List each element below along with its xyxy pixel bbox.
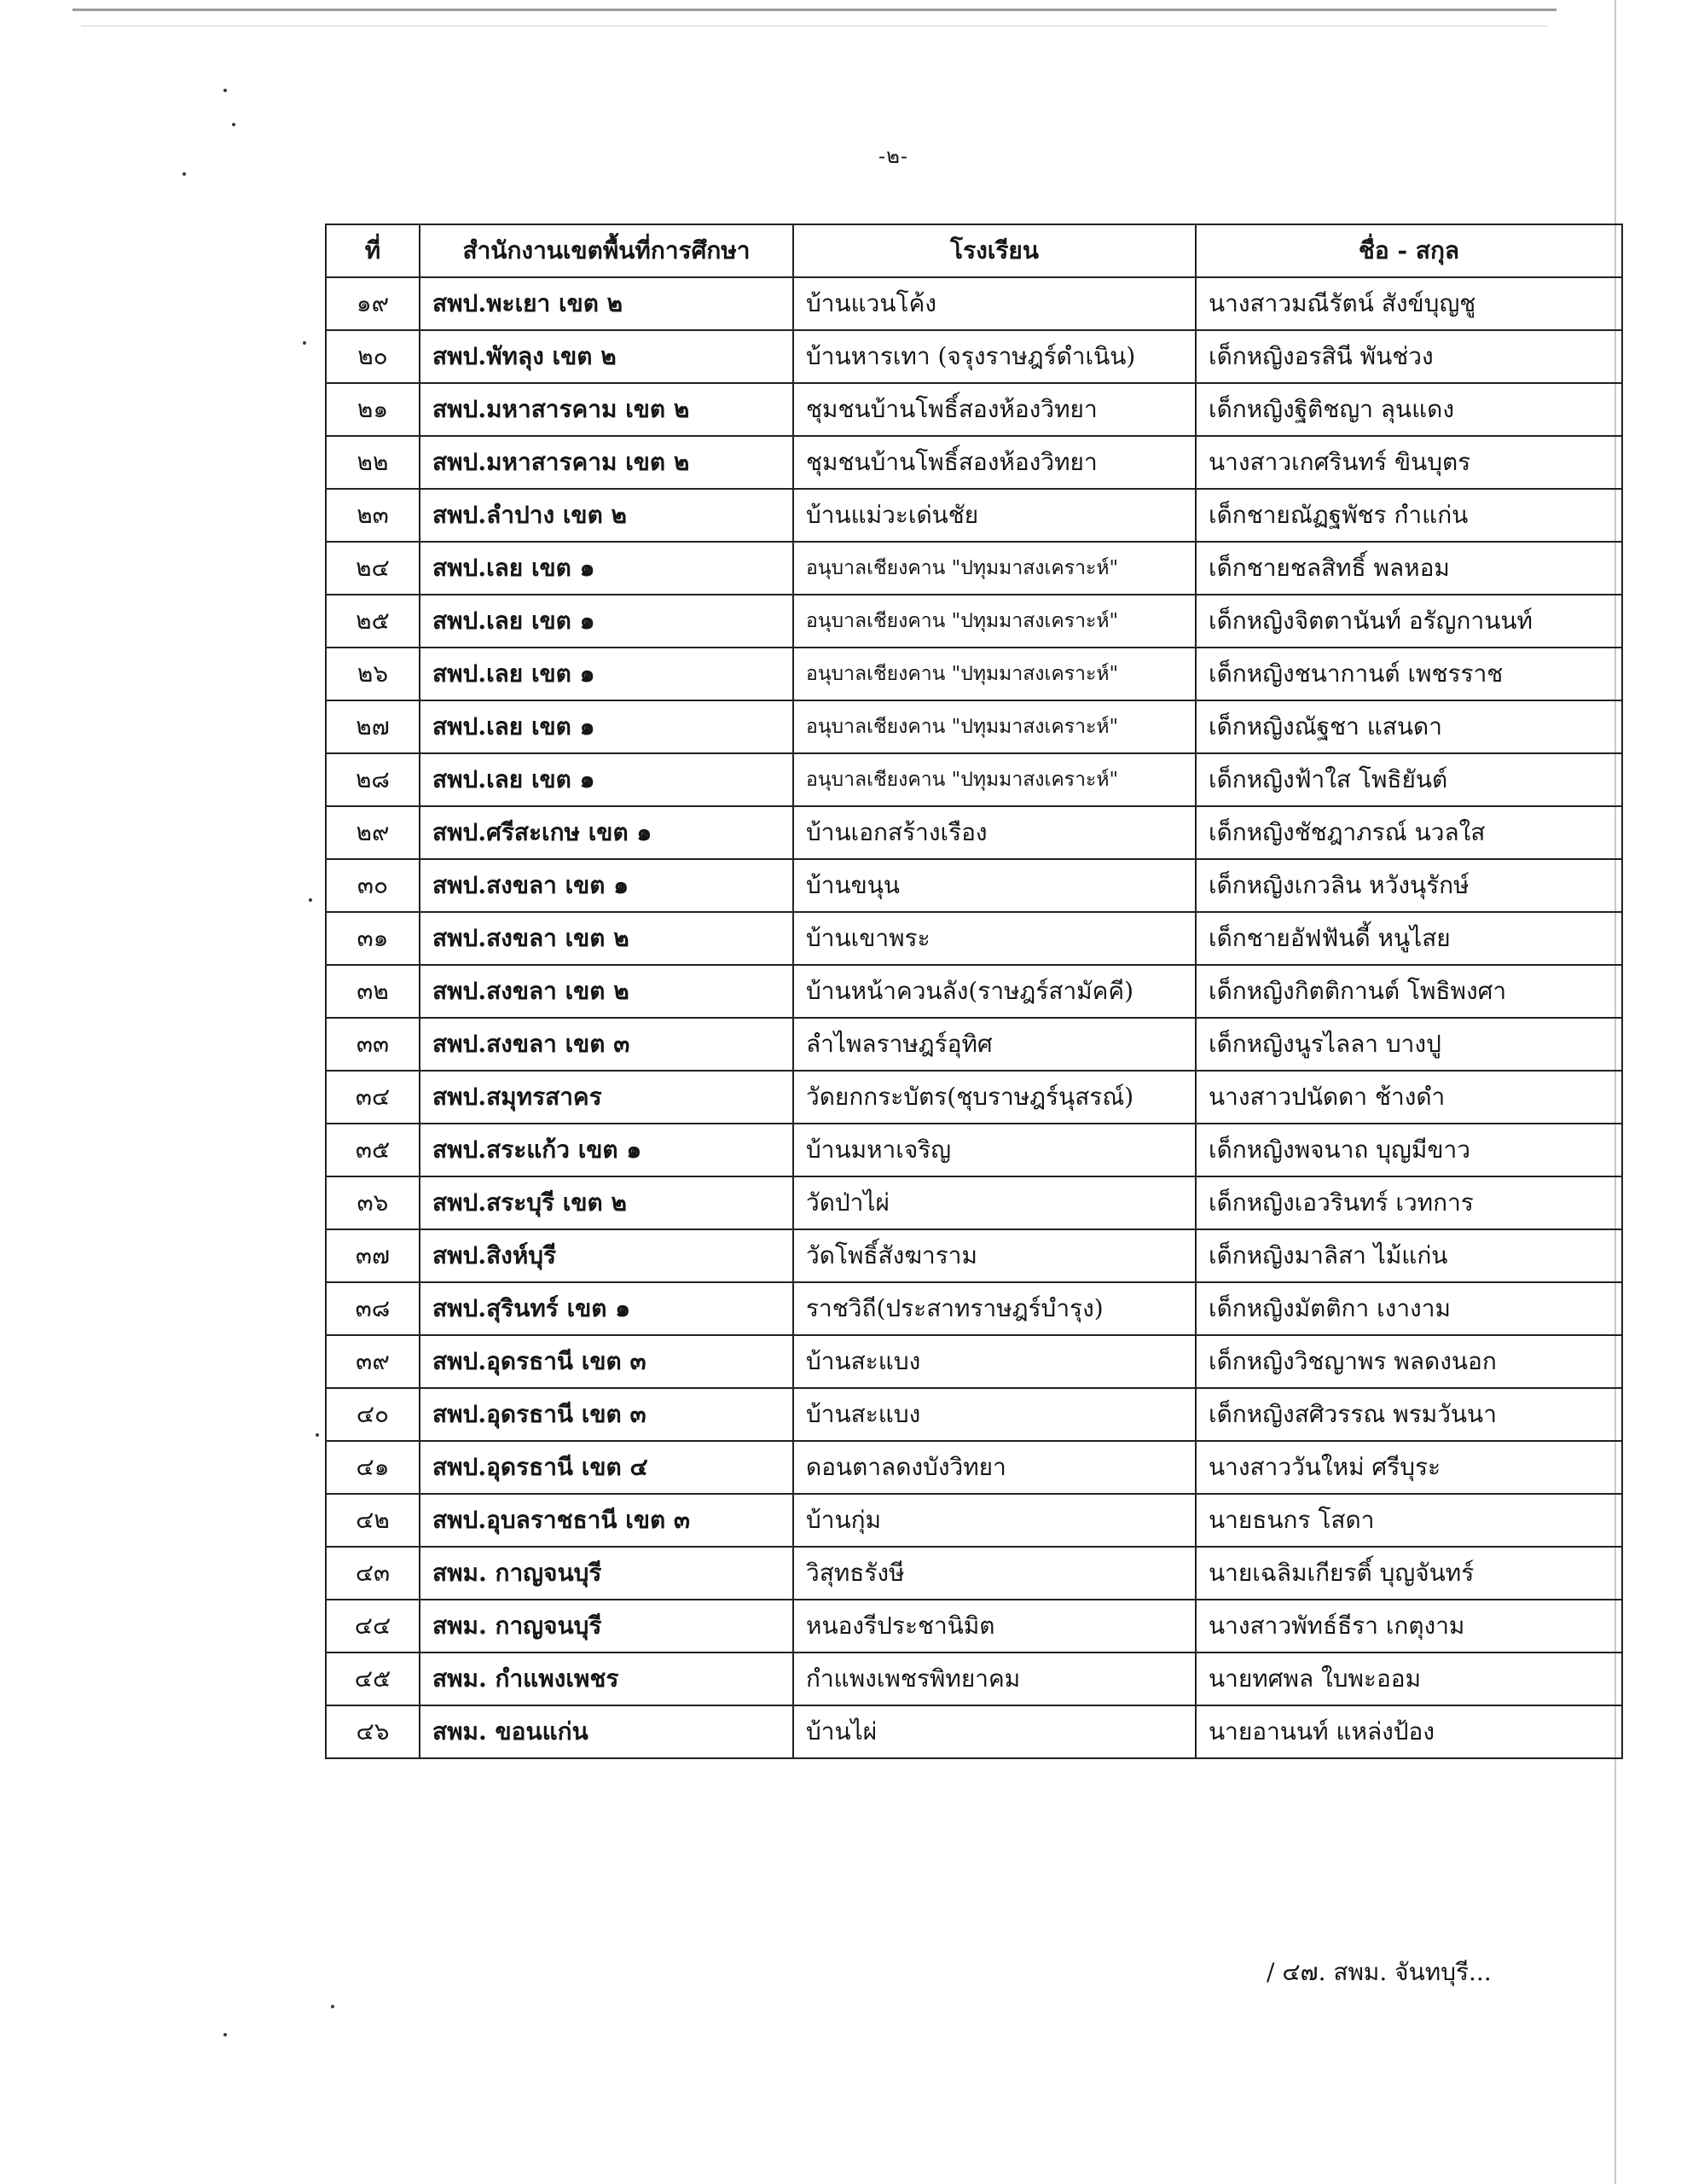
column-header-office: สำนักงานเขตพื้นที่การศึกษา	[420, 224, 793, 277]
office-cell: สพป.ลำปาง เขต ๒	[420, 489, 793, 542]
name-cell: นางสาวเกศรินทร์ ขินบุตร	[1196, 436, 1622, 489]
row-number-cell: ๒๒	[326, 436, 420, 489]
school-cell: อนุบาลเชียงคาน "ปทุมมาสงเคราะห์"	[793, 700, 1196, 753]
name-cell: เด็กหญิงมัตติกา เงางาม	[1196, 1282, 1622, 1335]
row-number-cell: ๒๖	[326, 648, 420, 700]
table-row	[326, 1705, 1622, 1758]
row-number-cell: ๒๕	[326, 595, 420, 648]
row-number-cell: ๔๖	[326, 1705, 420, 1758]
table-row	[326, 1335, 1622, 1388]
school-cell: หนองรีประชานิมิต	[793, 1600, 1196, 1653]
office-cell: สพป.พัทลุง เขต ๒	[420, 330, 793, 383]
scan-speck	[223, 89, 227, 92]
row-number-cell: ๒๐	[326, 330, 420, 383]
table-row	[326, 1653, 1622, 1705]
name-cell: เด็กหญิงพจนาถ บุญมีขาว	[1196, 1124, 1622, 1176]
name-cell: นางสาววันใหม่ ศรีบุระ	[1196, 1441, 1622, 1494]
student-roster-table	[325, 224, 1623, 1759]
row-number-cell: ๓๗	[326, 1229, 420, 1282]
row-number-cell: ๒๘	[326, 753, 420, 806]
row-number-cell: ๔๕	[326, 1653, 420, 1705]
name-cell: เด็กหญิงเอวรินทร์ เวทการ	[1196, 1176, 1622, 1229]
office-cell: สพป.สุรินทร์ เขต ๑	[420, 1282, 793, 1335]
name-cell: เด็กหญิงฐิติชญา ลุนแดง	[1196, 383, 1622, 436]
table-row	[326, 436, 1622, 489]
school-cell: บ้านสะแบง	[793, 1335, 1196, 1388]
name-cell: เด็กชายอัฟฟันดี้ หนูไสย	[1196, 912, 1622, 965]
row-number-cell: ๓๒	[326, 965, 420, 1018]
row-number-cell: ๒๓	[326, 489, 420, 542]
name-cell: เด็กหญิงวิชญาพร พลดงนอก	[1196, 1335, 1622, 1388]
name-cell: เด็กหญิงชัชฎาภรณ์ นวลใส	[1196, 806, 1622, 859]
name-cell: เด็กหญิงมาลิสา ไม้แก่น	[1196, 1229, 1622, 1282]
office-cell: สพม. กำแพงเพชร	[420, 1653, 793, 1705]
continuation-note: / ๔๗. สพม. จันทบุรี...	[1267, 1958, 1492, 1986]
office-cell: สพป.สงขลา เขต ๑	[420, 859, 793, 912]
office-cell: สพม. กาญจนบุรี	[420, 1600, 793, 1653]
table-row	[326, 859, 1622, 912]
office-cell: สพป.สมุทรสาคร	[420, 1071, 793, 1124]
office-cell: สพม. ขอนแก่น	[420, 1705, 793, 1758]
row-number-cell: ๓๙	[326, 1335, 420, 1388]
table-row	[326, 595, 1622, 648]
school-cell: อนุบาลเชียงคาน "ปทุมมาสงเคราะห์"	[793, 753, 1196, 806]
table-row	[326, 330, 1622, 383]
school-cell: อนุบาลเชียงคาน "ปทุมมาสงเคราะห์"	[793, 648, 1196, 700]
office-cell: สพป.เลย เขต ๑	[420, 648, 793, 700]
office-cell: สพป.สิงห์บุรี	[420, 1229, 793, 1282]
name-cell: นางสาวพัทธ์ธีรา เกตุงาม	[1196, 1600, 1622, 1653]
school-cell: วัดยกกระบัตร(ชุบราษฎร์นุสรณ์)	[793, 1071, 1196, 1124]
name-cell: นายธนกร โสดา	[1196, 1494, 1622, 1547]
table-row	[326, 1494, 1622, 1547]
office-cell: สพป.มหาสารคาม เขต ๒	[420, 383, 793, 436]
office-cell: สพป.เลย เขต ๑	[420, 542, 793, 595]
school-cell: ราชวิถี(ประสาทราษฎร์บำรุง)	[793, 1282, 1196, 1335]
office-cell: สพป.มหาสารคาม เขต ๒	[420, 436, 793, 489]
name-cell: เด็กชายชลสิทธิ์ พลหอม	[1196, 542, 1622, 595]
row-number-cell: ๔๒	[326, 1494, 420, 1547]
name-cell: นายอานนท์ แหล่งป้อง	[1196, 1705, 1622, 1758]
scan-speck	[309, 898, 312, 902]
table-row	[326, 648, 1622, 700]
row-number-cell: ๓๖	[326, 1176, 420, 1229]
name-cell: เด็กหญิงนูรไลลา บางปู	[1196, 1018, 1622, 1071]
school-cell: บ้านแวนโค้ง	[793, 277, 1196, 330]
school-cell: กำแพงเพชรพิทยาคม	[793, 1653, 1196, 1705]
table-row	[326, 1600, 1622, 1653]
office-cell: สพป.อุบลราชธานี เขต ๓	[420, 1494, 793, 1547]
table-row	[326, 1124, 1622, 1176]
school-cell: บ้านแม่วะเด่นชัย	[793, 489, 1196, 542]
table-row	[326, 1071, 1622, 1124]
name-cell: เด็กหญิงฟ้าใส โพธิยันต์	[1196, 753, 1622, 806]
name-cell: เด็กหญิงเกวลิน หวังนุรักษ์	[1196, 859, 1622, 912]
office-cell: สพป.ศรีสะเกษ เขต ๑	[420, 806, 793, 859]
school-cell: ชุมชนบ้านโพธิ์สองห้องวิทยา	[793, 383, 1196, 436]
scan-speck	[316, 1433, 319, 1437]
school-cell: อนุบาลเชียงคาน "ปทุมมาสงเคราะห์"	[793, 542, 1196, 595]
table-header-row	[326, 224, 1622, 277]
row-number-cell: ๓๕	[326, 1124, 420, 1176]
table-row	[326, 700, 1622, 753]
table-row	[326, 1441, 1622, 1494]
office-cell: สพป.สระบุรี เขต ๒	[420, 1176, 793, 1229]
school-cell: บ้านเอกสร้างเรือง	[793, 806, 1196, 859]
office-cell: สพม. กาญจนบุรี	[420, 1547, 793, 1600]
row-number-cell: ๒๗	[326, 700, 420, 753]
row-number-cell: ๓๐	[326, 859, 420, 912]
office-cell: สพป.อุดรธานี เขต ๓	[420, 1335, 793, 1388]
row-number-cell: ๓๔	[326, 1071, 420, 1124]
table-row	[326, 1229, 1622, 1282]
table-row	[326, 1176, 1622, 1229]
table-row	[326, 1282, 1622, 1335]
table-row	[326, 489, 1622, 542]
name-cell: เด็กหญิงชนากานต์ เพชรราช	[1196, 648, 1622, 700]
row-number-cell: ๒๙	[326, 806, 420, 859]
office-cell: สพป.สงขลา เขต ๓	[420, 1018, 793, 1071]
name-cell: นายเฉลิมเกียรติ์ บุญจันทร์	[1196, 1547, 1622, 1600]
office-cell: สพป.เลย เขต ๑	[420, 753, 793, 806]
school-cell: บ้านหน้าควนลัง(ราษฎร์สามัคคี)	[793, 965, 1196, 1018]
scan-speck	[303, 341, 306, 345]
name-cell: เด็กหญิงกิตติกานต์ โพธิพงศา	[1196, 965, 1622, 1018]
table-row	[326, 1018, 1622, 1071]
row-number-cell: ๓๘	[326, 1282, 420, 1335]
table-row	[326, 542, 1622, 595]
row-number-cell: ๒๑	[326, 383, 420, 436]
row-number-cell: ๑๙	[326, 277, 420, 330]
name-cell: เด็กหญิงจิตตานันท์ อรัญกานนท์	[1196, 595, 1622, 648]
row-number-cell: ๔๔	[326, 1600, 420, 1653]
name-cell: นางสาวปนัดดา ช้างดำ	[1196, 1071, 1622, 1124]
name-cell: เด็กหญิงอรสินี พันช่วง	[1196, 330, 1622, 383]
name-cell: นายทศพล ใบพะออม	[1196, 1653, 1622, 1705]
table-row	[326, 965, 1622, 1018]
row-number-cell: ๓๓	[326, 1018, 420, 1071]
school-cell: วิสุทธรังษี	[793, 1547, 1196, 1600]
office-cell: สพป.พะเยา เขต ๒	[420, 277, 793, 330]
row-number-cell: ๒๔	[326, 542, 420, 595]
school-cell: บ้านสะแบง	[793, 1388, 1196, 1441]
office-cell: สพป.อุดรธานี เขต ๔	[420, 1441, 793, 1494]
row-number-cell: ๔๐	[326, 1388, 420, 1441]
school-cell: บ้านหารเทา (จรุงราษฎร์ดำเนิน)	[793, 330, 1196, 383]
office-cell: สพป.เลย เขต ๑	[420, 595, 793, 648]
table-row	[326, 806, 1622, 859]
column-header-name: ชื่อ - สกุล	[1196, 224, 1622, 277]
column-header-no: ที่	[326, 224, 420, 277]
office-cell: สพป.สระแก้ว เขต ๑	[420, 1124, 793, 1176]
name-cell: เด็กหญิงณัฐชา แสนดา	[1196, 700, 1622, 753]
school-cell: วัดป่าไผ่	[793, 1176, 1196, 1229]
school-cell: วัดโพธิ์สังฆาราม	[793, 1229, 1196, 1282]
row-number-cell: ๔๓	[326, 1547, 420, 1600]
page-number: -๒-	[878, 144, 909, 168]
table-row	[326, 753, 1622, 806]
scan-artifact-top-line	[72, 9, 1557, 11]
table-row	[326, 1388, 1622, 1441]
school-cell: บ้านขนุน	[793, 859, 1196, 912]
table-row	[326, 912, 1622, 965]
scan-speck	[183, 172, 186, 176]
school-cell: ชุมชนบ้านโพธิ์สองห้องวิทยา	[793, 436, 1196, 489]
office-cell: สพป.สงขลา เขต ๒	[420, 912, 793, 965]
name-cell: เด็กหญิงสศิวรรณ พรมวันนา	[1196, 1388, 1622, 1441]
school-cell: ลำไพลราษฎร์อุทิศ	[793, 1018, 1196, 1071]
table-row	[326, 1547, 1622, 1600]
name-cell: นางสาวมณีรัตน์ สังข์บุญชู	[1196, 277, 1622, 330]
name-cell: เด็กชายณัฏฐพัชร กำแก่น	[1196, 489, 1622, 542]
office-cell: สพป.สงขลา เขต ๒	[420, 965, 793, 1018]
school-cell: บ้านกุ่ม	[793, 1494, 1196, 1547]
scan-speck	[331, 2005, 334, 2008]
scan-speck	[232, 123, 235, 126]
school-cell: บ้านไผ่	[793, 1705, 1196, 1758]
row-number-cell: ๔๑	[326, 1441, 420, 1494]
school-cell: อนุบาลเชียงคาน "ปทุมมาสงเคราะห์"	[793, 595, 1196, 648]
row-number-cell: ๓๑	[326, 912, 420, 965]
school-cell: บ้านมหาเจริญ	[793, 1124, 1196, 1176]
office-cell: สพป.อุดรธานี เขต ๓	[420, 1388, 793, 1441]
school-cell: บ้านเขาพระ	[793, 912, 1196, 965]
column-header-school: โรงเรียน	[793, 224, 1196, 277]
table-row	[326, 383, 1622, 436]
scan-speck	[223, 2033, 227, 2036]
table-body	[326, 277, 1622, 1758]
school-cell: ดอนตาลดงบังวิทยา	[793, 1441, 1196, 1494]
table-row	[326, 277, 1622, 330]
office-cell: สพป.เลย เขต ๑	[420, 700, 793, 753]
